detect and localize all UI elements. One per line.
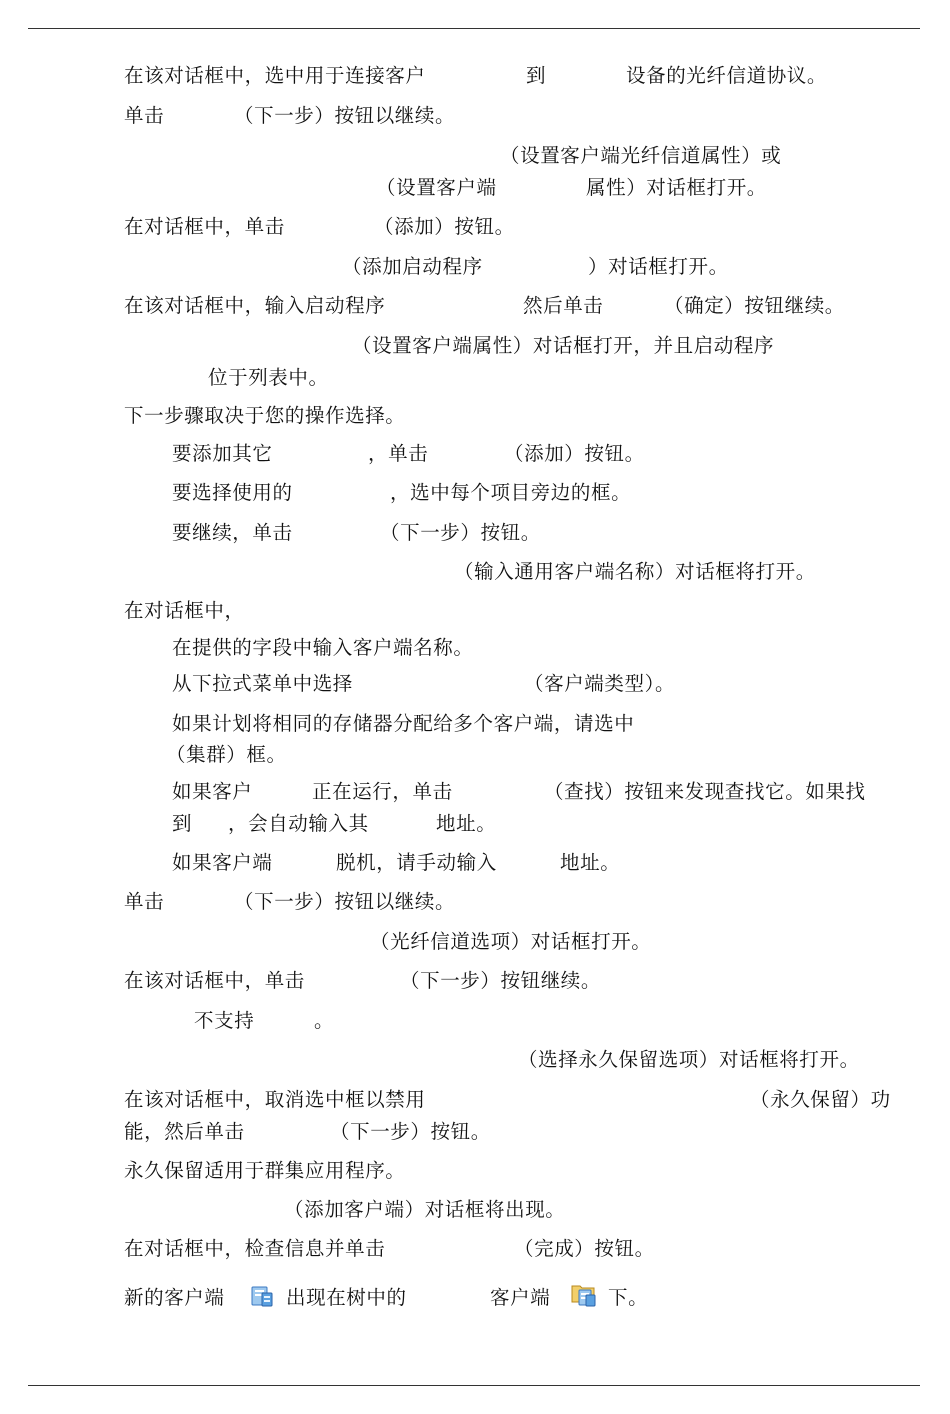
text-segment: 永久保留适用于群集应用程序。 — [124, 1159, 406, 1182]
text-segment: （查找）按钮来发现查找它。如果找 — [544, 780, 866, 803]
text-segment: （添加启动程序 — [342, 255, 483, 278]
client-folder-icon — [570, 1280, 596, 1306]
text-segment: 如果客户端 — [172, 851, 273, 874]
text-segment: （添加）按钮。 — [374, 215, 515, 238]
text-segment: 地址。 — [560, 851, 621, 874]
text-segment: ，选中每个项目旁边的框。 — [390, 481, 632, 504]
text-segment: 下一步骤取决于您的操作选择。 — [124, 404, 406, 427]
text-segment: （添加）按钮。 — [504, 442, 645, 465]
text-segment: 要继续，单击 — [172, 521, 293, 544]
text-segment: 在提供的字段中输入客户端名称。 — [172, 636, 474, 659]
text-segment: （下一步）按钮。 — [380, 521, 541, 544]
text-segment: （下一步）按钮以继续。 — [234, 104, 456, 127]
text-segment: （设置客户端属性）对话框打开，并且启动程序 — [352, 334, 775, 357]
text-segment: 在对话框中，单击 — [124, 215, 285, 238]
text-segment: 。 — [314, 1009, 335, 1032]
text-segment: 位于列表中。 — [208, 366, 329, 389]
text-segment: 单击 — [124, 104, 165, 127]
text-segment: ，会自动输入其 — [228, 812, 369, 835]
text-segment: （下一步）按钮以继续。 — [234, 890, 456, 913]
text-segment: 到 — [526, 64, 547, 87]
text-segment: 能，然后单击 — [124, 1120, 245, 1143]
text-segment: 正在运行，单击 — [312, 780, 453, 803]
text-segment: （客户端类型）。 — [524, 672, 676, 695]
text-segment: （输入通用客户端名称）对话框将打开。 — [454, 560, 816, 583]
text-segment: 从下拉式菜单中选择 — [172, 672, 353, 695]
text-segment: 到 — [172, 812, 193, 835]
text-segment: 在该对话框中，输入启动程序 — [124, 294, 386, 317]
footer-rule — [28, 1385, 920, 1386]
text-segment: （集群）框。 — [166, 743, 287, 766]
text-segment: 然后单击 — [523, 294, 604, 317]
text-segment: （永久保留）功 — [750, 1088, 891, 1111]
text-segment: 设备的光纤信道协议。 — [626, 64, 828, 87]
text-segment: （添加客户端）对话框将出现。 — [284, 1198, 566, 1221]
text-segment: （设置客户端光纤信道属性）或 — [500, 144, 782, 167]
text-segment: 脱机，请手动输入 — [336, 851, 497, 874]
text-segment: 在对话框中，检查信息并单击 — [124, 1237, 386, 1260]
text-segment: 在该对话框中，取消选中框以禁用 — [124, 1088, 426, 1111]
text-segment: 地址。 — [436, 812, 497, 835]
text-segment: ，单击 — [368, 442, 429, 465]
text-segment: （确定）按钮继续。 — [664, 294, 845, 317]
text-segment: 要选择使用的 — [172, 481, 293, 504]
text-segment: （完成）按钮。 — [514, 1237, 655, 1260]
text-segment: 新的客户端 — [124, 1286, 225, 1309]
client-icon — [249, 1283, 275, 1309]
text-segment: （下一步）按钮。 — [330, 1120, 491, 1143]
text-segment: （设置客户端 — [376, 176, 497, 199]
text-segment: 在该对话框中，单击 — [124, 969, 305, 992]
text-segment: （下一步）按钮继续。 — [400, 969, 602, 992]
text-segment: 不支持 — [194, 1009, 255, 1032]
text-segment: （选择永久保留选项）对话框将打开。 — [518, 1048, 860, 1071]
header-rule — [28, 28, 920, 29]
text-segment: 在对话框中， — [124, 599, 245, 622]
text-segment: 单击 — [124, 890, 165, 913]
text-segment: 在该对话框中，选中用于连接客户 — [124, 64, 426, 87]
text-segment: 客户端 — [490, 1286, 551, 1309]
text-segment: （光纤信道选项）对话框打开。 — [370, 930, 652, 953]
text-segment: 下。 — [608, 1286, 649, 1309]
text-segment: 出现在树中的 — [286, 1286, 407, 1309]
text-segment: 如果客户 — [172, 780, 253, 803]
text-segment: 如果计划将相同的存储器分配给多个客户端，请选中 — [172, 712, 635, 735]
text-segment: ）对话框打开。 — [588, 255, 729, 278]
text-segment: 属性）对话框打开。 — [586, 176, 767, 199]
text-segment: 要添加其它 — [172, 442, 273, 465]
